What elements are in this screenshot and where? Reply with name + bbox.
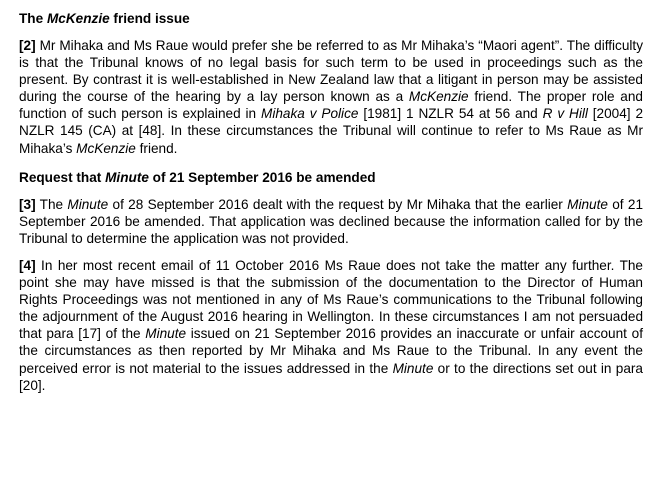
paragraph-3: [3] The Minute of 28 September 2016 dealt with the request by Mr Mihaka that the earlier Minute of 21 September 2016 be amended. That application was declined because the information called for by the Tribunal to determine the application was not provided. (19, 196, 644, 246)
paragraph-number: [3] (19, 196, 36, 212)
heading-request-minute-amended: Request that Minute of 21 September 2016 be amended (19, 169, 376, 185)
paragraph-number: [2] (19, 38, 36, 53)
paragraph-4: [4] In her most recent email of 11 October 2016 Ms Raue does not take the matter any further. The point she may have missed is that the submission of the documentation to the Director of Human Rights Proceedings was not mentioned in any of Ms Raue’s communications to the Tribunal following the adjournment of the August 2016 hearing in Wellington. In these circumstances I am not persuaded that para [17] of the Minute issued on 21 September 2016 provides an inaccurate or unfair account of the circumstances as then reported by Mr Mihaka and Ms Raue to the Tribunal. In any event the perceived error is not material to the issues addressed in the Minute or to the directions set out in para [20]. (19, 257, 643, 393)
paragraph-2: [2] Mr Mihaka and Ms Raue would prefer she be referred to as Mr Mihaka’s “Maori agent”. The difficulty is that the Tribunal knows of no legal basis for such term to be used in proceedings such as the present. By contrast it is well-established in New Zealand law that a litigant in person may be assisted during the course of the hearing by a lay person known as a McKenzie friend. The proper role and function of such person is explained in Mihaka v Police [1981] 1 NZLR 54 at 56 and R v Hill [2004] 2 NZLR 145 (CA) at [48]. In these circumstances the Tribunal will continue to refer to Ms Raue as Mr Mihaka’s McKenzie friend. (19, 38, 644, 156)
heading-mckenzie-friend-issue: The McKenzie friend issue (19, 11, 190, 26)
paragraph-number: [4] (19, 257, 36, 273)
document-body (19, 6, 643, 394)
